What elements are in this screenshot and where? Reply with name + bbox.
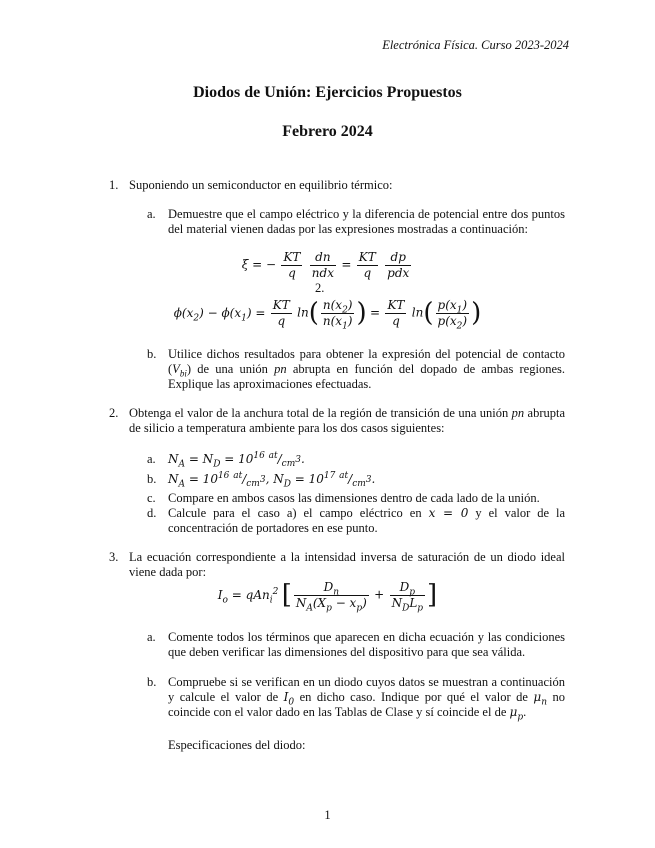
document-date: Febrero 2024 bbox=[282, 123, 373, 140]
q2c-label: c. bbox=[147, 491, 156, 505]
q1-text: Suponiendo un semiconductor en equilibrio térmico: bbox=[129, 178, 393, 192]
document-title: Diodos de Unión: Ejercicios Propuestos bbox=[193, 84, 462, 101]
page-number: 1 bbox=[324, 808, 331, 822]
q3-number: 3. bbox=[109, 550, 119, 564]
q2a-expression: $N_A = N_D = 10^{16}$ $^{at}/_{cm^3}$. bbox=[168, 451, 305, 470]
equation-number: 2. bbox=[315, 281, 325, 295]
q2-text: Obtenga el valor de la anchura total de la región de transición de una unión pn abrupta de silicio a temperatura ambiente para los dos casos siguientes: bbox=[129, 406, 565, 435]
q2d-label: d. bbox=[147, 506, 157, 520]
q3b-text: Compruebe si se verifican en un diodo cuyos datos se muestran a continuación y calcule el valor de $I_0$ en dicho caso. Indique por qué el valor de $\mu_n$ no coincide con el valor dado en las Tablas de Clase y sí coincide el de $\mu_p$. bbox=[168, 675, 566, 723]
equation-potential-difference: $\phi(x_2) - \phi(x_1)$ = $\frac{KT}{q}$ ln( $\frac{n(x_2)}{n(x_1)}$ ) = $\frac{KT}{q}$ ln( $\frac{p(x_1)}{p(x_2)}$ ) bbox=[173, 298, 482, 332]
q2a-label: a. bbox=[147, 452, 156, 466]
q3b-label: b. bbox=[147, 675, 157, 689]
page-header: Electrónica Física. Curso 2023-2024 bbox=[382, 38, 569, 52]
q3-text: La ecuación correspondiente a la intensidad inversa de saturación de un diodo ideal viene dada por: bbox=[129, 550, 565, 579]
q1a-label: a. bbox=[147, 207, 156, 221]
q1b-text: Utilice dichos resultados para obtener la expresión del potencial de contacto $(V_{bi})$ de una unión pn abrupta en función del dopado de ambas regiones. Explique las aproximaciones efectuadas. bbox=[168, 347, 565, 391]
q2c-text: Compare en ambos casos las dimensiones dentro de cada lado de la unión. bbox=[168, 491, 540, 505]
q1b-label: b. bbox=[147, 347, 157, 361]
q2-number: 2. bbox=[109, 406, 119, 420]
q3a-label: a. bbox=[147, 630, 156, 644]
q1-number: 1. bbox=[109, 178, 119, 192]
q1a-text: Demuestre que el campo eléctrico y la diferencia de potencial entre dos puntos del material vienen dadas por las expresiones mostradas a continuación: bbox=[168, 207, 565, 236]
equation-saturation-current: $I_o = qAn_i^2$ [ $\frac{D_n}{N_A(X_p - x_p)}$ + $D_p$ $N_DL_p$ ] bbox=[217, 580, 438, 614]
equation-electric-field: ξ = − $\frac{KT}{q}$ dn ndx = $\frac{KT}{q}$ dp pdx bbox=[241, 250, 410, 280]
q3a-text: Comente todos los términos que aparecen en dicha ecuación y las condiciones que deben verificar las dimensiones del dispositivo para que sea válida. bbox=[168, 630, 565, 659]
q2b-expression: $N_A = 10^{16}$ $^{at}/_{cm^3}$, $N_D = 10^{17}$ $^{at}/_{cm^3}$. bbox=[168, 471, 376, 490]
q3-specs-heading: Especificaciones del diodo: bbox=[168, 738, 306, 752]
q2d-text: Calcule para el caso a) el campo eléctrico en x = 0 y el valor de la concentración de portadores en ese punto. bbox=[168, 506, 566, 535]
q2b-label: b. bbox=[147, 472, 157, 486]
